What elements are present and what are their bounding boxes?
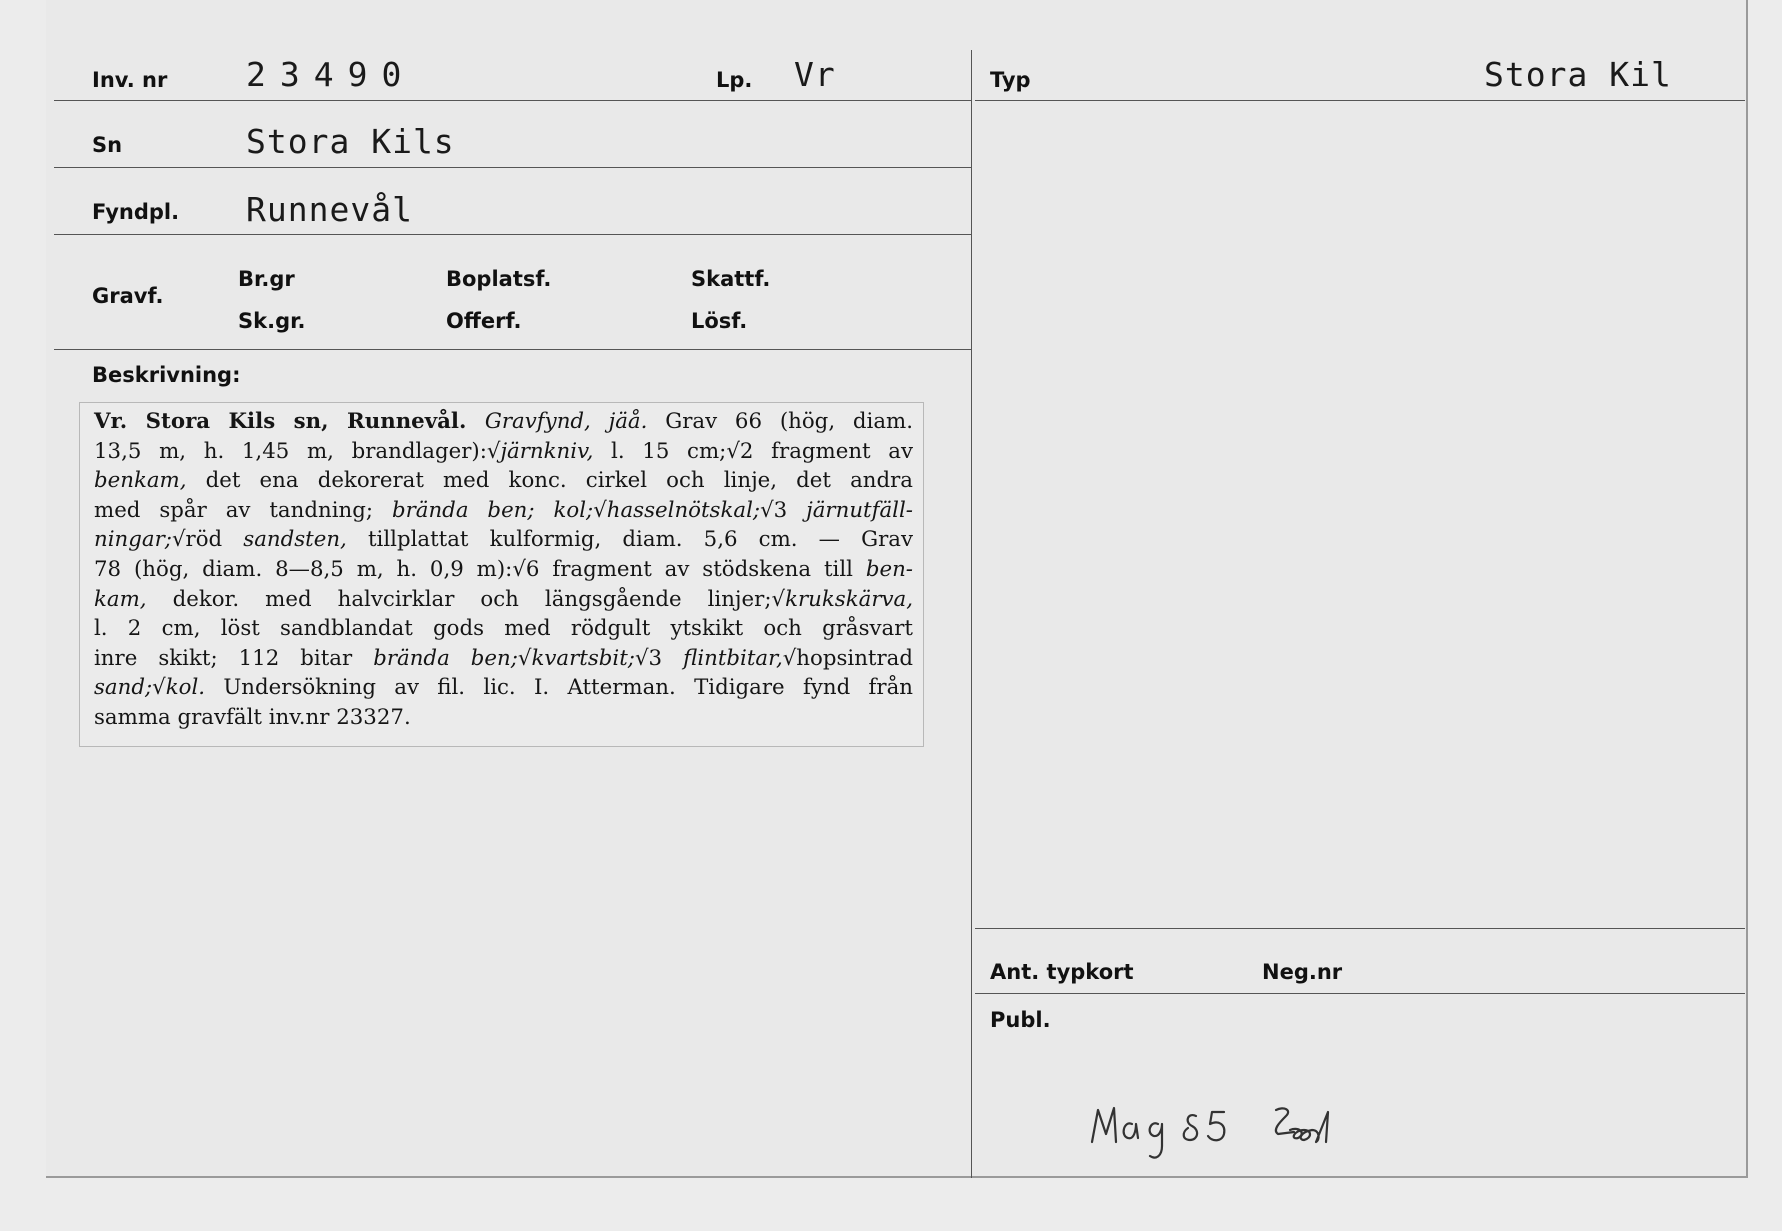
skgr-label: Sk.gr. — [238, 309, 306, 333]
description-line — [94, 585, 913, 615]
description-run: järnutfäll- — [806, 497, 913, 523]
rule-gravf — [54, 349, 971, 350]
description-line — [94, 437, 913, 467]
description-run: inre skikt; 112 bitar — [94, 645, 374, 671]
description-run: √3 — [760, 497, 807, 523]
description-run: 13,5 m, h. 1,45 m, brandlager):√ — [94, 438, 501, 464]
rule-fyndpl — [54, 234, 971, 235]
description-run: ben- — [865, 556, 913, 582]
lp-value: Vr — [794, 55, 836, 94]
boplatsf-label: Boplatsf. — [446, 267, 552, 291]
description-run: Undersökning av fil. lic. I. Atterman. Tidigare fynd från — [205, 675, 913, 701]
description-run: kam, — [94, 586, 147, 612]
description-run: l. 2 cm, löst sandblandat gods med rödgult ytskikt och gråsvart — [94, 616, 913, 642]
neg-nr-label: Neg.nr — [1262, 960, 1343, 984]
description-line — [94, 673, 913, 703]
description-run: √3 — [634, 645, 684, 671]
fyndpl-value: Runnevål — [246, 190, 413, 229]
description-run: Grav 66 (hög, diam. — [665, 409, 914, 434]
description-run: 78 (hög, diam. 8—8,5 m, h. 0,9 m):√6 fragment av stödskena till — [94, 556, 866, 582]
brgr-label: Br.gr — [238, 267, 295, 291]
description-line — [94, 407, 913, 437]
description-run: järnkniv, — [500, 438, 594, 464]
publ-label: Publ. — [990, 1008, 1051, 1032]
typ-value: Stora Kil — [1484, 55, 1672, 94]
description-run: sand;√kol. — [94, 675, 206, 701]
beskrivning-label: Beskrivning: — [92, 363, 241, 387]
description-run: ningar; — [94, 527, 172, 553]
description-run: krukskärva, — [785, 586, 913, 612]
description-line — [94, 525, 913, 555]
description-line — [94, 555, 913, 585]
description-line — [94, 496, 913, 526]
description-line — [94, 703, 913, 733]
description-run: √röd — [171, 527, 244, 553]
lp-label: Lp. — [716, 68, 753, 92]
description-run: Vr. Stora Kils sn, Runnevål. — [94, 409, 485, 434]
description-text — [79, 402, 924, 747]
rule-sn — [54, 167, 971, 168]
rule-header — [54, 100, 971, 101]
rule-neg-nr — [975, 993, 1745, 994]
description-run: l. 15 cm;√2 fragment av — [593, 438, 913, 464]
rule-ant-typkort — [975, 928, 1745, 929]
description-run: sandsten, — [243, 527, 347, 553]
description-run: brända ben; kol;√hasselnötskal; — [391, 497, 761, 523]
fyndpl-label: Fyndpl. — [92, 200, 180, 224]
skattf-label: Skattf. — [691, 267, 771, 291]
description-run: dekor. med halvcirklar och längsgående linjer;√ — [146, 586, 786, 612]
description-run: Gravfynd, jäå. — [484, 409, 666, 434]
inv-nr-value: 23490 — [246, 55, 416, 94]
description-line — [94, 466, 913, 496]
sn-value: Stora Kils — [246, 122, 455, 161]
handwritten-note — [1080, 1090, 1410, 1170]
description-run: samma gravfält inv.nr 23327. — [94, 704, 411, 730]
rule-header-right — [975, 100, 1745, 101]
sn-label: Sn — [92, 133, 123, 157]
description-run: med spår av tandning; — [94, 497, 392, 523]
description-run: flintbitar, — [683, 645, 783, 671]
gravf-label: Gravf. — [92, 284, 164, 308]
inv-nr-label: Inv. nr — [92, 68, 168, 92]
losf-label: Lösf. — [691, 309, 748, 333]
description-run: det ena dekorerat med konc. cirkel och linje, det andra — [186, 468, 913, 494]
ant-typkort-label: Ant. typkort — [990, 960, 1134, 984]
description-run: tillplattat kulformig, diam. 5,6 cm. — Grav — [346, 527, 913, 553]
description-run: benkam, — [94, 468, 187, 494]
offerf-label: Offerf. — [446, 309, 522, 333]
description-line — [94, 644, 913, 674]
description-run: brända ben;√kvartsbit; — [373, 645, 635, 671]
typ-label: Typ — [990, 68, 1031, 92]
description-run: √hopsintrad — [782, 645, 913, 671]
description-line — [94, 614, 913, 644]
column-divider — [971, 50, 972, 1178]
